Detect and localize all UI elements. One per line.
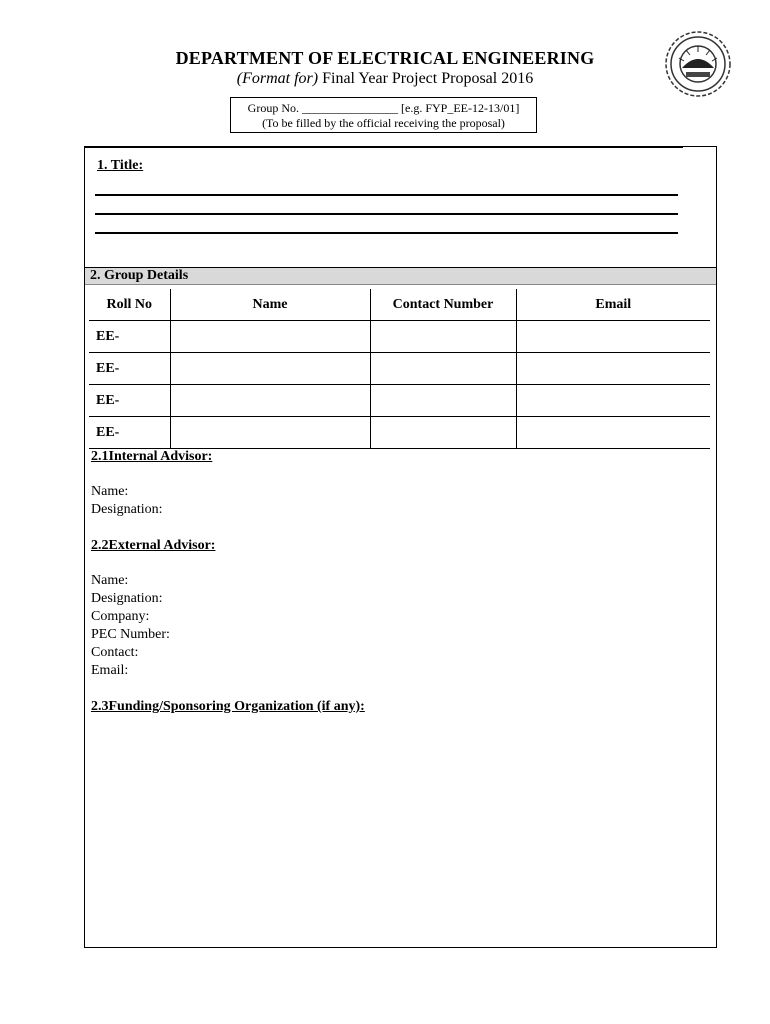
table-header-row	[89, 289, 710, 321]
group-number-box	[230, 97, 537, 133]
roll-cell[interactable]: EE-	[89, 417, 170, 449]
contact-cell[interactable]	[370, 417, 516, 449]
name-cell[interactable]	[170, 321, 370, 353]
title-line-3[interactable]	[95, 232, 678, 234]
external-email-field[interactable]: Email:	[91, 663, 129, 678]
email-cell[interactable]	[516, 353, 710, 385]
page-title: DEPARTMENT OF ELECTRICAL ENGINEERING	[175, 48, 595, 68]
name-cell[interactable]	[170, 353, 370, 385]
table-row	[89, 321, 710, 353]
external-contact-field[interactable]: Contact:	[91, 645, 139, 660]
external-name-field[interactable]: Name:	[91, 573, 129, 588]
external-company-field[interactable]: Company:	[91, 609, 150, 624]
table-row	[89, 385, 710, 417]
email-cell[interactable]	[516, 417, 710, 449]
header-roll-no: Roll No	[89, 289, 170, 321]
name-cell[interactable]	[170, 417, 370, 449]
internal-name-field[interactable]: Name:	[91, 484, 129, 499]
contact-cell[interactable]	[370, 385, 516, 417]
subtitle-rest: Final Year Project Proposal 2016	[318, 70, 534, 87]
roll-cell[interactable]: EE-	[89, 385, 170, 417]
university-seal-icon	[662, 28, 734, 100]
funding-area[interactable]	[91, 722, 709, 942]
internal-advisor-heading: 2.1Internal Advisor:	[91, 449, 213, 464]
title-label: 1. Title:	[97, 158, 144, 173]
external-advisor-heading: 2.2External Advisor:	[91, 538, 216, 553]
header-name: Name	[170, 289, 370, 321]
name-cell[interactable]	[170, 385, 370, 417]
internal-designation-field[interactable]: Designation:	[91, 502, 163, 517]
external-designation-field[interactable]: Designation:	[91, 591, 163, 606]
header-contact-number: Contact Number	[370, 289, 516, 321]
funding-heading: 2.3Funding/Sponsoring Organization (if any):	[91, 699, 365, 714]
table-row	[89, 353, 710, 385]
top-rule	[85, 146, 683, 148]
table-row	[89, 417, 710, 449]
subtitle-italic: (Format for)	[236, 70, 319, 87]
email-cell[interactable]	[516, 321, 710, 353]
contact-cell[interactable]	[370, 353, 516, 385]
roll-cell[interactable]: EE-	[89, 321, 170, 353]
roll-cell[interactable]: EE-	[89, 353, 170, 385]
header-email: Email	[516, 289, 710, 321]
email-cell[interactable]	[516, 385, 710, 417]
external-pec-number-field[interactable]: PEC Number:	[91, 627, 170, 642]
group-number-note: (To be filled by the official receiving the proposal)	[262, 116, 505, 130]
group-number-line: Group No. ________________ [e.g. FYP_EE-12-13/01]	[247, 101, 520, 115]
contact-cell[interactable]	[370, 321, 516, 353]
group-details-bar	[85, 267, 716, 285]
page-subtitle	[0, 70, 770, 88]
members-table	[89, 289, 710, 449]
title-line-2[interactable]	[95, 213, 678, 215]
group-details-label: 2. Group Details	[90, 268, 189, 283]
title-line-1[interactable]	[95, 194, 678, 196]
